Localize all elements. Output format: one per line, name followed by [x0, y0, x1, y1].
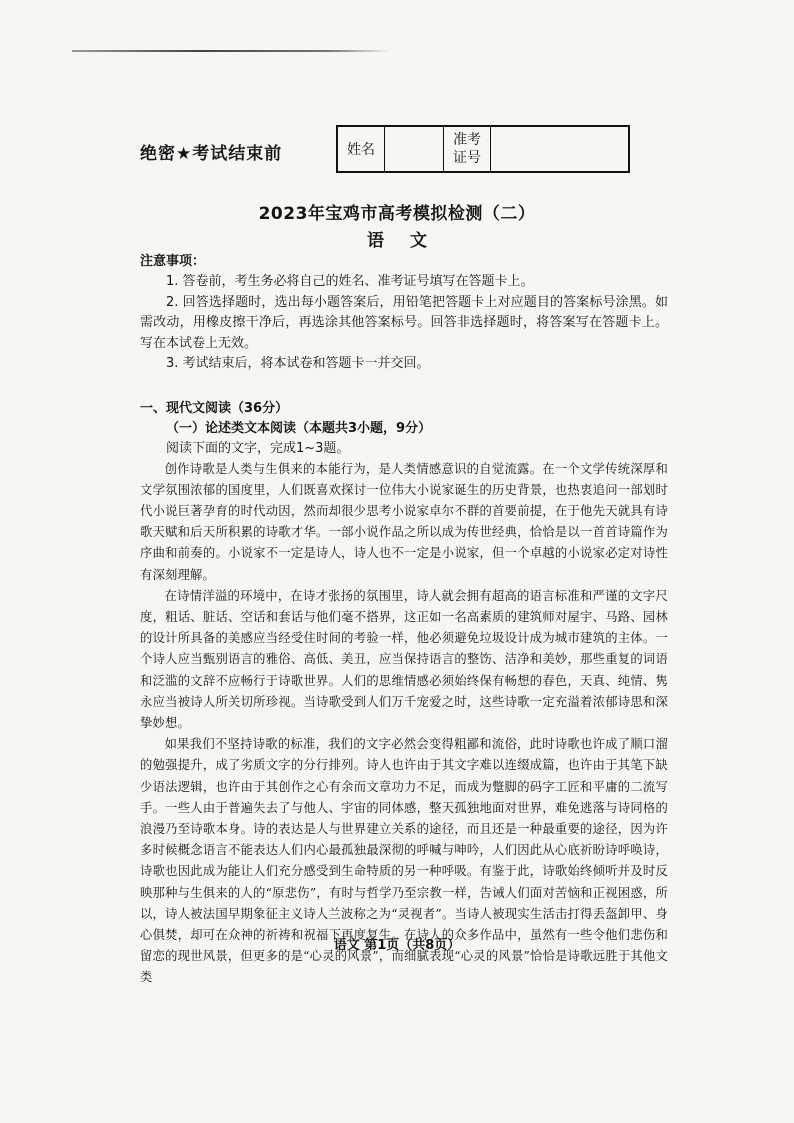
article-paragraph: 如果我们不坚持诗歌的标准，我们的文字必然会变得粗鄙和流俗，此时诗歌也许成了顺口溜的勉强提升，成了劣质文字的分行排列。诗人也许由于其文字难以连缀成篇，也许由于其笔下缺少语法逻辑，也许由于其创作之心有余而文章功力不足，而成为蹩脚的码字工匠和平庸的二流写手。一些人由于普遍失去了与他人、宇宙的同体感，整天孤独地面对世界，难免逃落与诗同格的浪漫乃至诗歌本身。诗的表达是人与世界建立关系的途径，而且还是一种最重要的途径，因为许多时候概念语言不能表达人们内心最孤独最深彻的呼喊与呻吟，人们因此从心底祈盼诗呼唤诗，诗歌也因此成为能让人们充分感受到生命特质的另一种呼吸。有鉴于此，诗歌始终倾听并及时反映那种与生俱来的人的“原悲伤”，有时与哲学乃至宗教一样，告诫人们面对苦恼和正视困惑，所以，诗人被法国早期象征主义诗人兰波称之为“灵视者”。当诗人被现实生活击打得丢盔卸甲、身心俱焚，却可在众神的祈祷和祝福下再度复生。在诗人的众多作品中，虽然有一些令他们悲伤和留恋的现世风景，但更多的是“心灵的风景”，而细腻表现“心灵的风景”恰恰是诗歌远胜于其他文类 — [140, 737, 668, 985]
exam-header — [140, 125, 630, 173]
article-paragraph: 创作诗歌是人类与生俱来的本能行为，是人类情感意识的自觉流露。在一个文学传统深厚和文学氛围浓郁的国度里，人们既喜欢探讨一位伟大小说家诞生的历史背景，也热衷追问一部划时代小说巨著孕育的时代动因，然而却很少思考小说家卓尔不群的首要前提，在于他先天就具有诗歌天赋和后天所积累的诗歌才华。一部小说作品之所以成为传世经典，恰恰是以一首首诗篇作为序曲和前奏的。小说家不一定是诗人，诗人也不一定是小说家，但一个卓越的小说家必定对诗性有深刻理解。 — [140, 461, 668, 582]
exam-title: 2023年宝鸡市高考模拟检测（二） — [258, 204, 536, 224]
ticket-label-line-2: 证号 — [453, 150, 481, 166]
ticket-number-label — [444, 127, 491, 171]
ticket-label-line-1: 准考 — [453, 132, 481, 148]
page-content — [140, 250, 668, 989]
ticket-number-field[interactable] — [491, 127, 628, 171]
notice-item: 3. 考试结束后，将本试卷和答题卡一并交回。 — [166, 356, 430, 371]
candidate-info-box — [336, 125, 630, 173]
notice-item: 2. 回答选择题时，选出每小题答案后，用铅笔把答题卡上对应题目的答案标号涂黑。如需改动，用橡皮擦干净后，再选涂其他答案标号。回答非选择题时，将答案写在答题卡上。写在本试卷上无效。 — [140, 294, 668, 351]
reading-instruction: 阅读下面的文字，完成1~3题。 — [166, 440, 350, 456]
name-label: 姓名 — [338, 127, 385, 171]
name-field[interactable] — [385, 127, 444, 171]
section-heading: 一、现代文阅读（36分） — [140, 400, 289, 416]
notice-heading: 注意事项： — [140, 254, 206, 269]
confidential-label: 绝密★考试结束前 — [140, 144, 283, 164]
notice-item: 1. 答卷前，考生务必将自己的姓名、准考证号填写在答题卡上。 — [166, 274, 534, 289]
subject-title: 语文 — [367, 231, 453, 251]
article-paragraph: 在诗情洋溢的环境中，在诗才张扬的氛围里，诗人就会拥有超高的语言标准和严谨的文字尺度，粗话、脏话、空话和套话与他们毫不搭界，这正如一名高素质的建筑师对屋宇、马路、园林的设计所具备的美感应当经受住时间的考验一样，他必须避免垃圾设计成为城市建筑的主体。一个诗人应当甄别语言的雅俗、高低、美丑，应当保持语言的整饬、洁净和美妙，那些重复的词语和泛滥的文辞不应畅行于诗歌世界。人们的思维情感必须始终保有畅想的春色，天真、纯情、隽永应当被诗人所关切所珍视。当诗歌受到人们万千宠爱之时，这些诗歌一定充溢着浓郁诗思和深挚妙想。 — [140, 588, 668, 730]
page-footer: 语文 第1页（共8页） — [333, 938, 461, 953]
scan-artifact-line — [72, 50, 392, 52]
subsection-heading: （一）论述类文本阅读（本题共3小题，9分） — [166, 420, 432, 436]
